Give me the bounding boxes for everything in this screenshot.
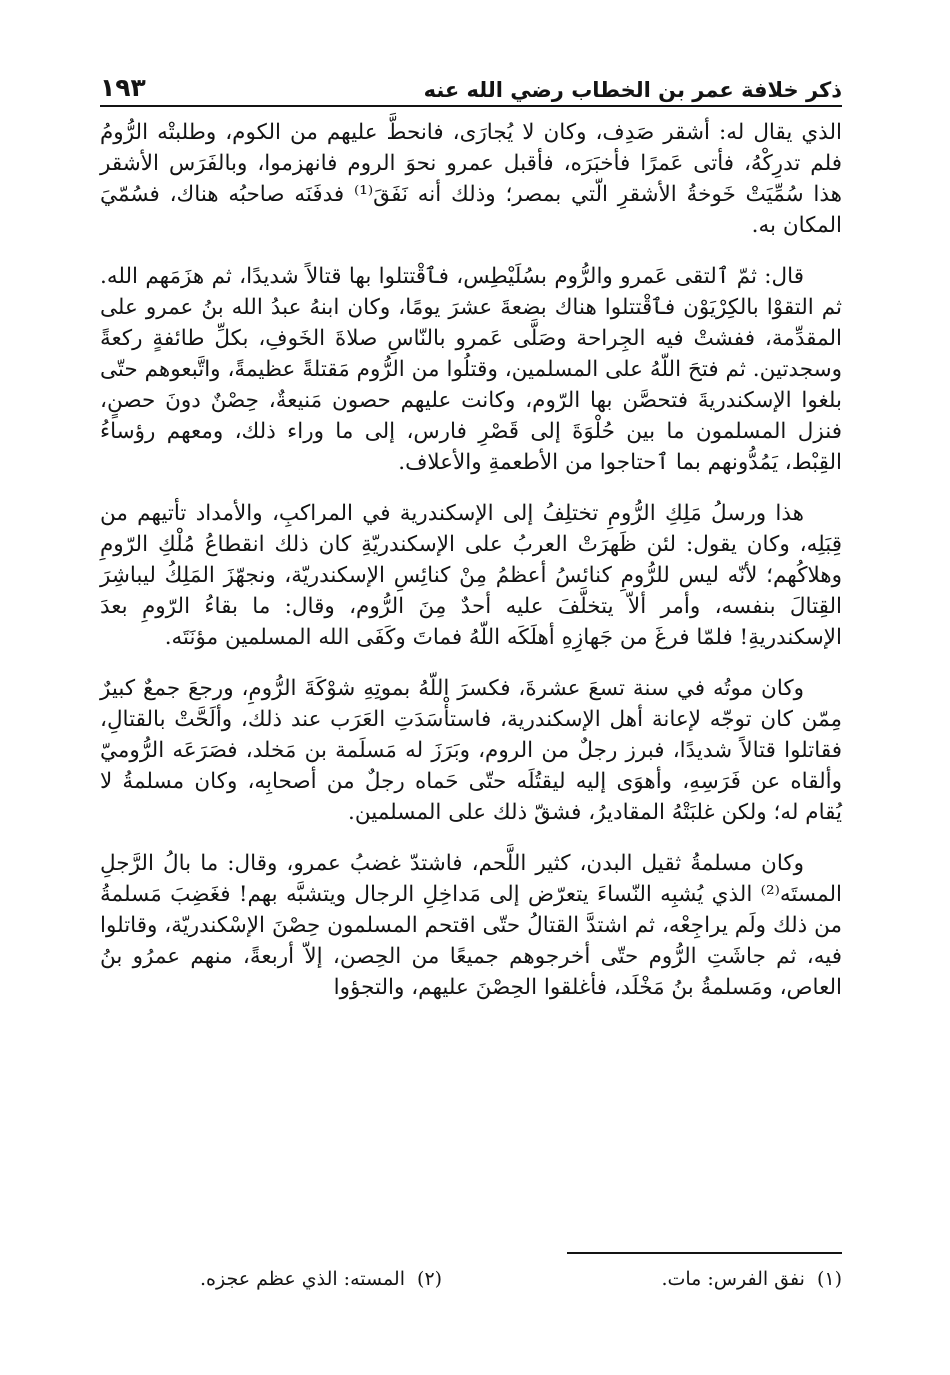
footnote-number: (٢): [417, 1268, 443, 1290]
paragraph: الذي يقال له: أشقر صَدِف، وكان لا يُجارَى، فانحطَّ عليهم من الكوم، وطلبتْه الرُّومُ فلم تدرِكْهُ، فأتى عَمرًا فأخبَرَه، فأقبل عمرو نحوَ الروم فانهزموا، وبالفَرَس الأشقر هذا سُمِّيَتْ خَوخةُ الأشقرِ الّتي بمصر؛ وذلك أنه نَفَقَ⁽¹⁾ فدفَنَه صاحبُه هناك، فسُمّيَ المكان به.: [100, 120, 842, 238]
footnote-1: [661, 1266, 842, 1292]
page-header: [100, 66, 842, 102]
main-text: [100, 117, 842, 1023]
footnotes: [200, 1266, 842, 1292]
header-rule: [100, 105, 842, 107]
page-number: ١٩٣: [100, 73, 146, 102]
paragraph: وكان موتُه في سنة تسعَ عشرةَ، فكسرَ اللّهُ بموتِهِ شوْكَةَ الرُّومِ، ورجعَ جمعٌ كبيرٌ مِمّن كان توجّه لإعانة أهل الإسكندرية، فاستأْسَدَتِ العَرَب عند ذلك، وألَحَّتْ بالقتالِ، فقاتلوا قتالاً شديدًا، فبرز رجلٌ من الروم، وبَرَزَ له مَسلَمة بن مَخلد، فصَرَعَه الرُّوميّ وألقاه عن فَرَسِهِ، وأهوَى إليه ليقتُلَه حتّى حَماه رجلٌ من أصحابِه، وكان مسلمةُ لا يُقام له؛ ولكن غلبَتْهُ المقاديرُ، فشقّ ذلك على المسلمين.: [100, 676, 842, 825]
running-title: ذكر خلافة عمر بن الخطاب رضي الله عنه: [423, 78, 842, 102]
paragraph: قال: ثمّ ٱلتقى عَمرو والرُّوم بسُلَيْطِس، فٱقْتتلوا بها قتالاً شديدًا، ثم هزَمَهم الله. ثم التقوْا بالكِرْيَوْن فٱقْتتلوا هناك بضعةَ عشرَ يومًا، وكان ابنهُ عبدُ الله بنُ عمرو على المقدِّمة، ففشتْ فيه الجِراحة وصَلَّى عَمرو بالنّاسِ صلاةَ الخَوفِ، بكلِّ طائفةٍ ركعةً وسجدتين. ثم فتحَ اللّهُ على المسلمين، وقتلُوا من الرُّوم مَقتلةً عظيمةً، واتَّبعوهم حتّى بلغوا الإسكندريةَ فتحصَّن بها الرّوم، وكانت عليهم حصون مَنيعةٌ، حِصْنٌ دونَ حصنٍ، فنزل المسلمون ما بين حُلْوَةَ إلى قَصْرِ فارس، إلى ما وراء ذلك، ومعهم رؤساءُ القِبْط، يَمُدُّونهم بما ٱحتاجوا من الأطعمةِ والأعلاف.: [100, 264, 842, 475]
paragraph: وكان مسلمةُ ثقيل البدن، كثير اللَّحم، فاشتدّ غضبُ عمرو، وقال: ما بالُ الرَّجلِ المستَه⁽²⁾ الذي يُشبِه النّساءَ يتعرّض إلى مَداخِلِ الرجال ويتشبَّه بهم! فغَضِبَ مَسلمةُ من ذلك ولَم يراجِعْه، ثم اشتدَّ القتالُ حتّى اقتحم المسلمون حِصْنَ الإسْكندريّة، وقاتلوا فيه، ثم جاشَتِ الرُّوم حتّى أخرجوهم جميعًا من الحِصن، إلاّ أربعةً، منهم عمرُو بنُ العاص، ومَسلمةُ بنُ مَخْلَد، فأغلقوا الحِصْنَ عليهم، والتجؤوا: [100, 851, 842, 1000]
footnote-number: (١): [816, 1268, 842, 1290]
footnote-rule: [567, 1252, 842, 1254]
footnote-text: نفق الفرس: مات.: [661, 1268, 805, 1290]
footnote-text: المسته: الذي عظم عجزه.: [200, 1268, 406, 1290]
paragraph: هذا ورسلُ مَلِكِ الرُّومِ تختلِفُ إلى الإسكندرية في المراكبِ، والأمداد تأتيهم من قِبَلِه، وكان يقول: لئن ظَهرَتْ العربُ على الإسكندريّةِ كان ذلك انقطاعُ مُلْكِ الرّومِ وهلاكُهم؛ لأنّه ليس للرُّومِ كنائسُ أعظمُ مِنْ كنائِسِ الإسكندريّة، ونجهّزَ المَلِكُ ليباشِرَ القِتالَ بنفسه، وأمر ألاّ يتخلَّفَ عليه أحدٌ مِنَ الرُّوم، وقال: ما بقاءُ الرّومِ بعدَ الإسكندريةِ! فلمّا فرغَ من جَهازِهِ أهلَكَه اللّهُ فماتَ وكَفَى الله المسلمين مؤنَتَه.: [100, 501, 842, 650]
footnote-2: [200, 1266, 442, 1292]
